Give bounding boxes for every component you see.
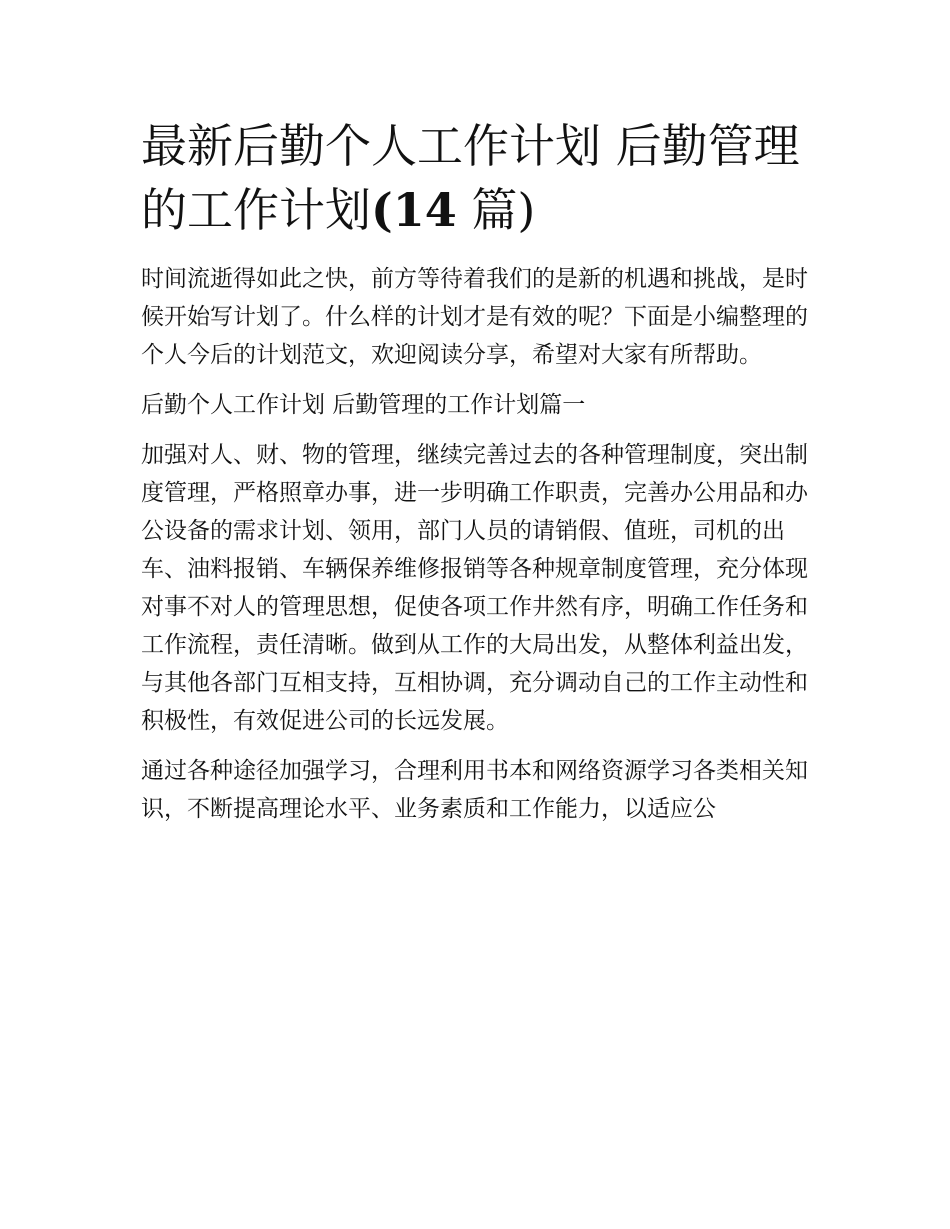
section-heading: 后勤个人工作计划 后勤管理的工作计划篇一 [141,392,586,418]
document-content [141,114,811,828]
title-text: 最新后勤个人工作计划 后勤管理的工作计划 [141,119,800,237]
document-title [141,114,811,242]
body-paragraph: 加强对人、财、物的管理，继续完善过去的各种管理制度，突出制度管理，严格照章办事，进一步明确工作职责，完善办公用品和办公设备的需求计划、领用，部门人员的请销假、值班，司机的出车、油料报销、车辆保养维修报销等各种规章制度管理，充分体现对事不对人的管理思想，促使各项工作井然有序，明确工作任务和工作流程，责任清晰。做到从工作的大局出发，从整体利益出发，与其他各部门互相支持，互相协调，充分调动自己的工作主动性和积极性，有效促进公司的长远发展。 [141,442,808,734]
body-paragraph: 通过各种途径加强学习，合理利用书本和网络资源学习各类相关知识，不断提高理论水平、业务素质和工作能力，以适应公 [141,758,808,822]
title-count: (14 [371,183,457,237]
document-body [141,260,811,828]
title-suffix: 篇) [456,183,536,237]
intro-paragraph: 时间流逝得如此之快，前方等待着我们的是新的机遇和挑战，是时候开始写计划了。什么样的计划才是有效的呢？下面是小编整理的个人今后的计划范文，欢迎阅读分享，希望对大家有所帮助。 [141,266,808,368]
